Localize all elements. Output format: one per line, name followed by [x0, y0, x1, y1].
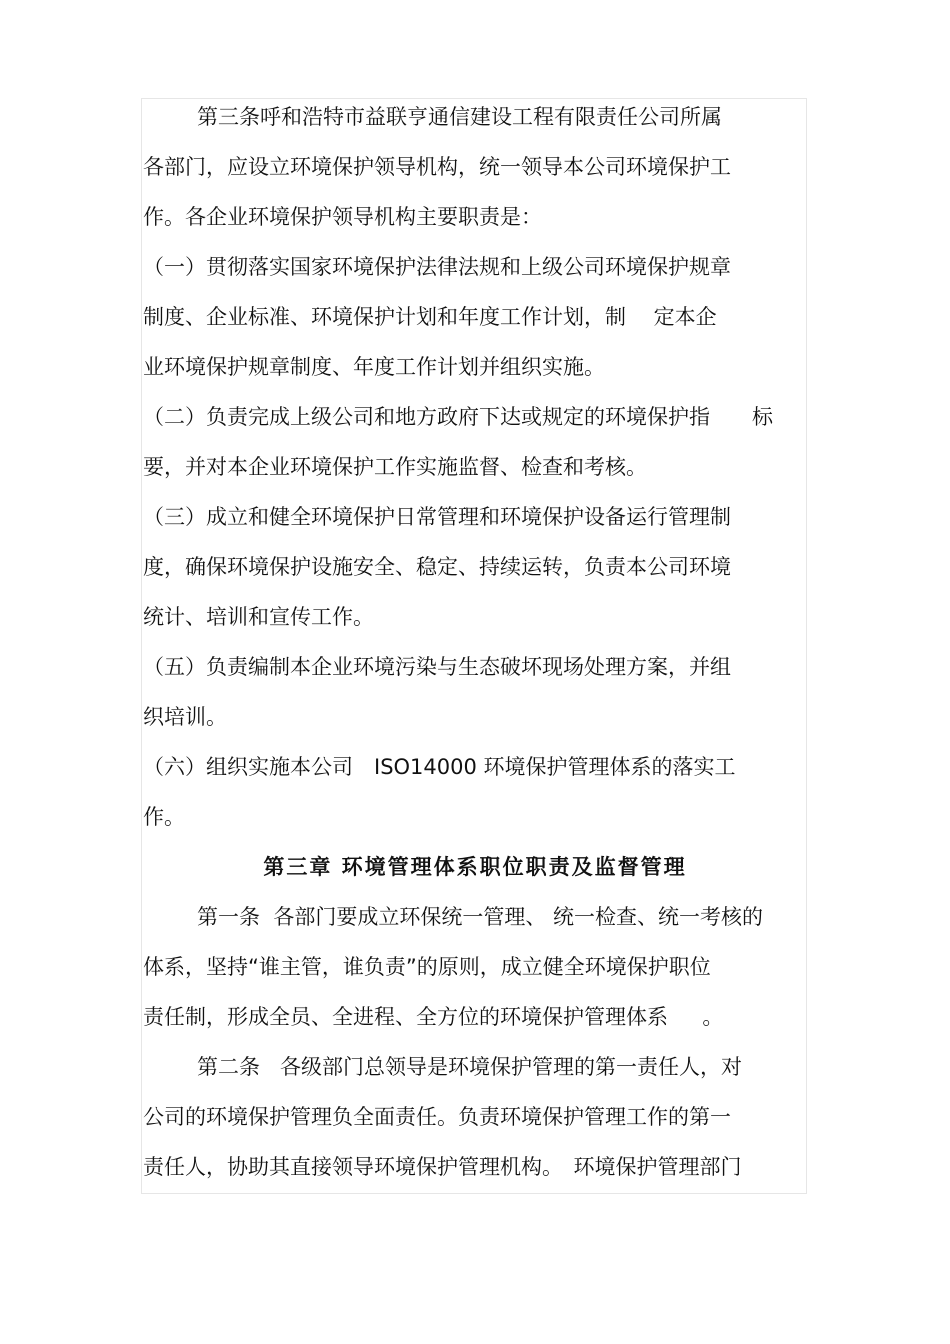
chapter-heading: 第三章 环境管理体系职位职责及监督管理 — [263, 855, 687, 879]
duty-item-3-line: （三）成立和健全环境保护日常管理和环境保护设备运行管理制 — [143, 505, 731, 529]
paragraph-article-3-line: 第三条呼和浩特市益联亨通信建设工程有限责任公司所属 — [197, 105, 722, 129]
duty-item-6-line: （六）组织实施本公司 ISO14000 环境保护管理体系的落实工 — [143, 755, 736, 779]
duty-item-1-line: 制度、企业标准、环境保护计划和年度工作计划，制 定本企 — [143, 305, 717, 329]
paragraph-article-1-line: 第一条 各部门要成立环保统一管理、 统一检查、统一考核的 — [197, 905, 764, 929]
paragraph-article-2-line: 公司的环境保护管理负全面责任。负责环境保护管理工作的第一 — [143, 1105, 731, 1129]
duty-item-3-line: 度，确保环境保护设施安全、稳定、持续运转，负责本公司环境 — [143, 555, 731, 579]
duty-item-1-line: 业环境保护规章制度、年度工作计划并组织实施。 — [143, 355, 605, 379]
paragraph-article-1-line: 体系，坚持“谁主管，谁负责”的原则，成立健全环境保护职位 — [143, 955, 711, 979]
paragraph-article-3-line: 各部门，应设立环境保护领导机构，统一领导本公司环境保护工 — [143, 155, 731, 179]
duty-item-1-line: （一）贯彻落实国家环境保护法律法规和上级公司环境保护规章 — [143, 255, 731, 279]
duty-item-6-line: 作。 — [143, 805, 185, 829]
paragraph-article-3-line: 作。各企业环境保护领导机构主要职责是： — [143, 205, 542, 229]
paragraph-article-2-line: 责任人，协助其直接领导环境保护管理机构。 环境保护管理部门 — [143, 1155, 742, 1179]
document-body — [143, 92, 807, 1192]
paragraph-article-1-line: 责任制，形成全员、全进程、全方位的环境保护管理体系 。 — [143, 1005, 724, 1029]
duty-item-2-line: （二）负责完成上级公司和地方政府下达或规定的环境保护指 标 — [143, 405, 773, 429]
duty-item-5-line: （五）负责编制本企业环境污染与生态破坏现场处理方案，并组 — [143, 655, 731, 679]
duty-item-3-line: 统计、培训和宣传工作。 — [143, 605, 374, 629]
duty-item-5-line: 织培训。 — [143, 705, 227, 729]
duty-item-2-line: 要，并对本企业环境保护工作实施监督、检查和考核。 — [143, 455, 647, 479]
paragraph-article-2-line: 第二条 各级部门总领导是环境保护管理的第一责任人，对 — [197, 1055, 743, 1079]
